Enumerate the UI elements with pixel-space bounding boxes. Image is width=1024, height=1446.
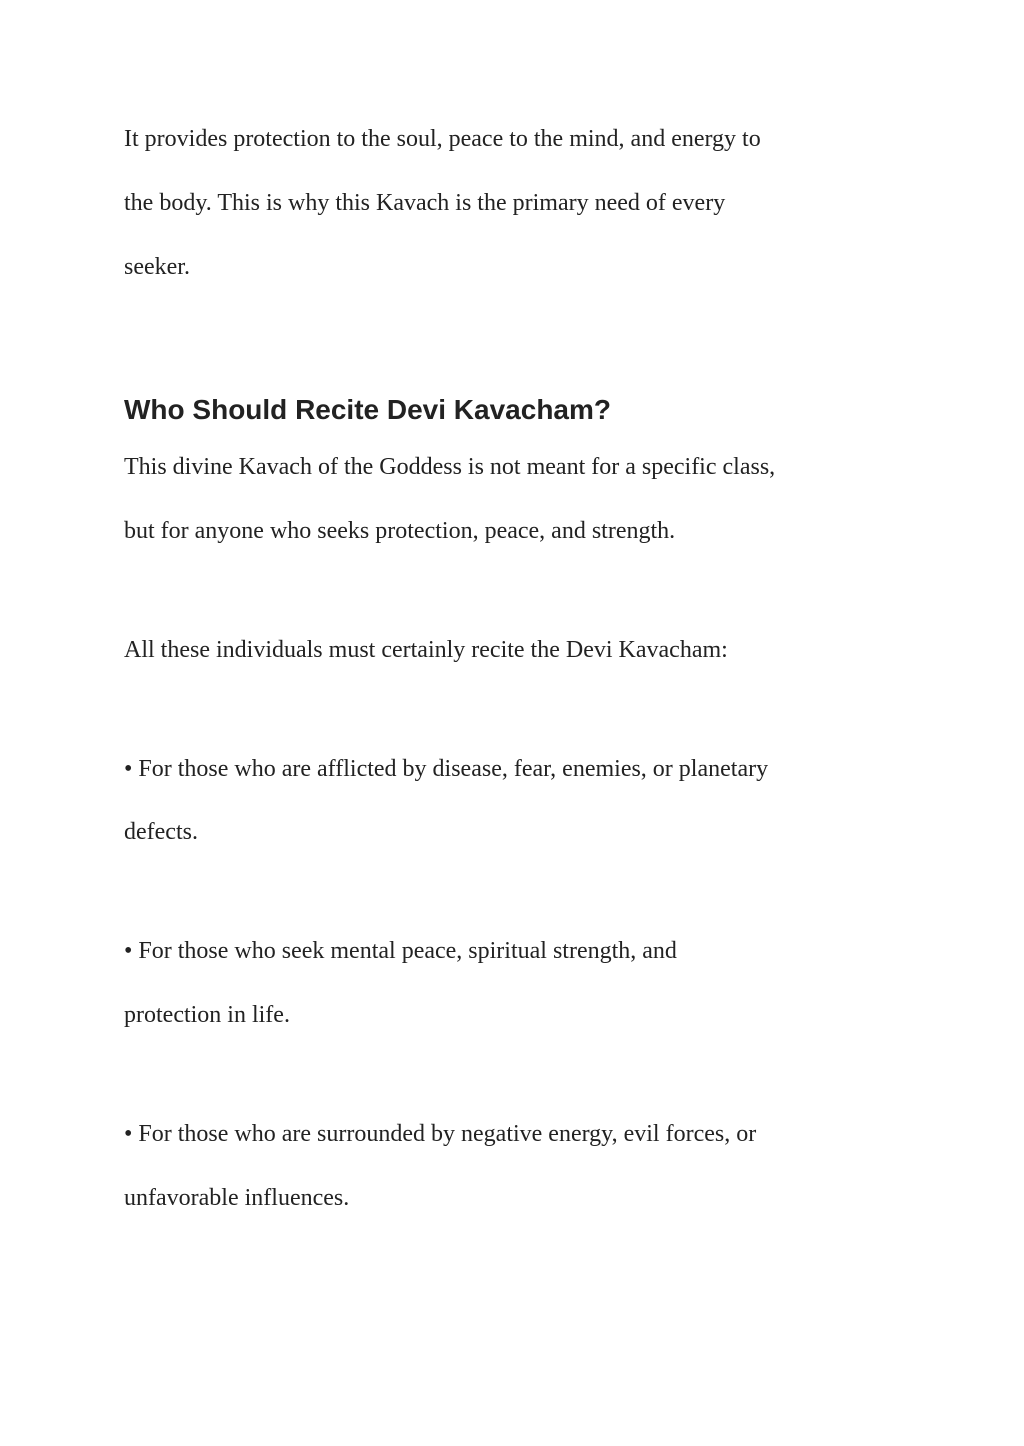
list-item-line-2: protection in life. bbox=[124, 1002, 290, 1028]
list-item-line-1: • For those who are afflicted by disease, fear, enemies, or planetary bbox=[124, 756, 769, 782]
section-paragraph-2: All these individuals must certainly recite the Devi Kavacham: bbox=[124, 637, 728, 663]
list-item-line-2: defects. bbox=[124, 819, 198, 845]
section-paragraph-1-line-1: This divine Kavach of the Goddess is not meant for a specific class, bbox=[124, 454, 776, 480]
list-item-line-2: unfavorable influences. bbox=[124, 1185, 350, 1211]
section-paragraph-1-line-2: but for anyone who seeks protection, peace, and strength. bbox=[124, 518, 676, 544]
list-item-line-1: • For those who seek mental peace, spiritual strength, and bbox=[124, 938, 677, 964]
intro-line-3: seeker. bbox=[124, 254, 190, 280]
list-item-line-1: • For those who are surrounded by negative energy, evil forces, or bbox=[124, 1121, 757, 1147]
intro-line-1: It provides protection to the soul, peace to the mind, and energy to bbox=[124, 126, 761, 152]
intro-line-2: the body. This is why this Kavach is the primary need of every bbox=[124, 190, 726, 216]
section-heading: Who Should Recite Devi Kavacham? bbox=[124, 394, 611, 425]
